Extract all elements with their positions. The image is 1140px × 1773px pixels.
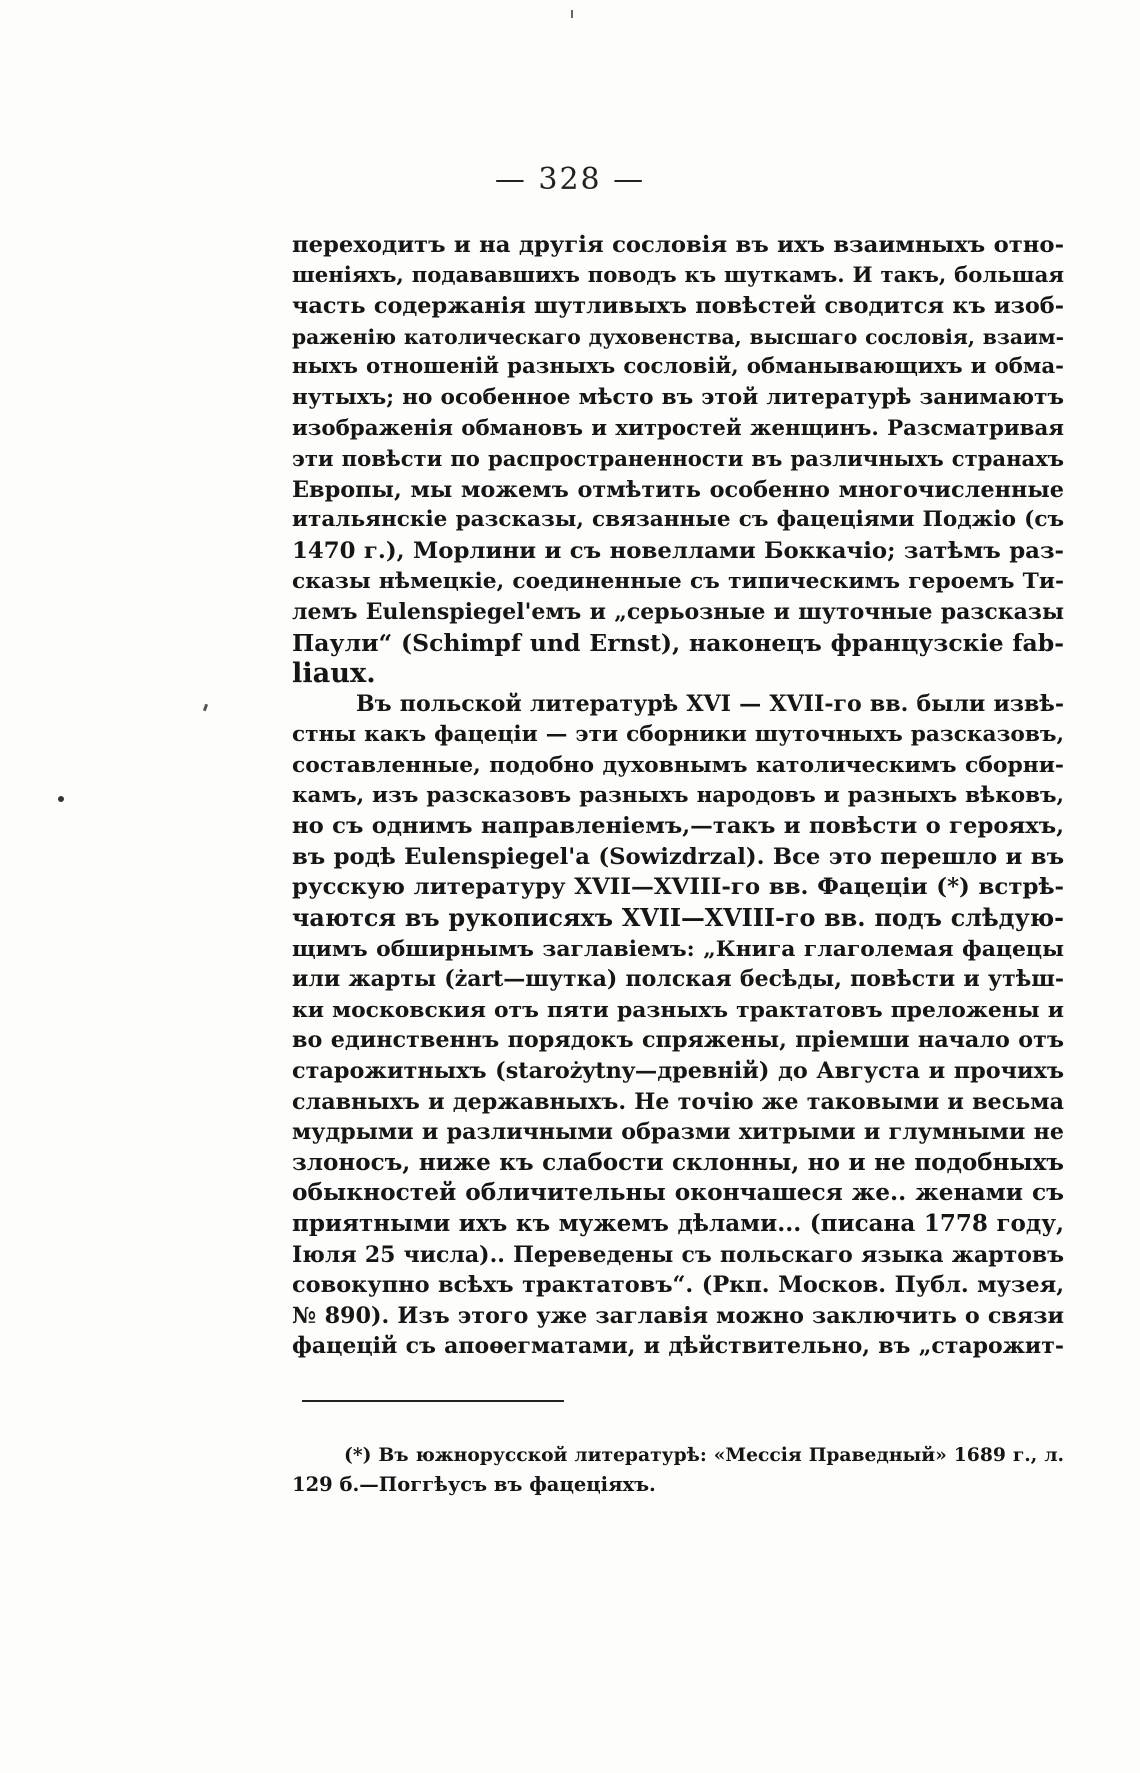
text-line: liaux. bbox=[292, 657, 376, 690]
text-line: 1470 г.), Морлини и съ новеллами Боккачіо; затѣмъ раз- bbox=[292, 537, 1064, 564]
text-line: стны какъ фацеціи — эти сборники шуточныхъ разсказовъ, bbox=[292, 721, 1064, 747]
text-line: камъ, изъ разсказовъ разныхъ народовъ и разныхъ вѣковъ, bbox=[292, 782, 1064, 808]
text-line: злоносъ, ниже къ слабости склонны, но и не подобныхъ bbox=[292, 1148, 1064, 1176]
text-line: эти повѣсти по распространенности въ различныхъ странахъ bbox=[292, 446, 1064, 472]
text-line: въ родѣ Eulenspiegel'a (Sowizdrzal). Все это перешло и въ bbox=[292, 843, 1064, 870]
text-line: Іюля 25 числа).. Переведены съ польскаго языка жартовъ bbox=[292, 1241, 1064, 1268]
text-line: мудрыми и различными образми хитрыми и глумными не bbox=[292, 1119, 1064, 1146]
text-line: ныхъ отношеній разныхъ сословій, обманывающихъ и обма- bbox=[292, 354, 1064, 380]
text-line: или жарты (żart—шутка) полская бесѣды, повѣсти и утѣш- bbox=[292, 966, 1064, 993]
text-line: шеніяхъ, подававшихъ поводъ къ шуткамъ. И такъ, большая bbox=[292, 262, 1064, 288]
text-line: часть содержанія шутливыхъ повѣстей сводится къ изоб- bbox=[292, 293, 1064, 320]
text-line: изображенія обмановъ и хитростей женщинъ. Разсматривая bbox=[292, 415, 1064, 441]
text-line: приятными ихъ къ мужемъ дѣлами... (писана 1778 году, bbox=[292, 1210, 1064, 1237]
text-line: совокупно всѣхъ трактатовъ“. (Ркп. Москов. Публ. музея, bbox=[292, 1272, 1064, 1299]
text-line: Европы, мы можемъ отмѣтить особенно многочисленные bbox=[292, 476, 1064, 503]
footnote-line: (*) Въ южнорусской литературѣ: «Мессія Праведный» 1689 г., л. bbox=[344, 1444, 1064, 1466]
text-line: сказы нѣмецкіе, соединенные съ типическимъ героемъ Ти- bbox=[292, 568, 1064, 594]
paragraph-2 bbox=[292, 689, 1064, 1362]
page-number: — 328 — bbox=[494, 162, 646, 197]
text-line: обыкностей обличительны окончашеся же.. женами съ bbox=[292, 1179, 1064, 1207]
text-line: славныхъ и державныхъ. Не точію же таковыми и весьма bbox=[292, 1088, 1064, 1115]
text-line: № 890). Изъ этого уже заглавія можно заключить о связи bbox=[292, 1302, 1064, 1329]
text-line: русскую литературу XVII—XVIII-го вв. Фацеціи (*) встрѣ- bbox=[292, 874, 1064, 901]
text-line: Въ польской литературѣ XVI — XVII-го вв. были извѣ- bbox=[356, 690, 1064, 717]
text-line: переходитъ и на другія сословія въ ихъ взаимныхъ отно- bbox=[292, 232, 1064, 258]
body-text bbox=[292, 230, 1064, 1362]
text-line: во единственнъ порядокъ спряжены, пріемши начало отъ bbox=[292, 1027, 1064, 1054]
text-line: но съ однимъ направленіемъ,—такъ и повѣсти о герояхъ, bbox=[292, 813, 1064, 840]
margin-dot bbox=[58, 796, 64, 802]
text-line: составленные, подобно духовнымъ католическимъ сборни- bbox=[292, 752, 1064, 779]
margin-mark bbox=[203, 704, 208, 712]
text-line: итальянскіе разсказы, связанные съ фацеціями Поджіо (съ bbox=[292, 507, 1064, 533]
paragraph-1 bbox=[292, 230, 1064, 689]
text-line: лемъ Eulenspiegel'емъ и „серьозные и шуточные разсказы bbox=[292, 599, 1064, 626]
text-line: ки московския отъ пяти разныхъ трактатовъ преложены и bbox=[292, 996, 1064, 1023]
text-line: фацецій съ апоѳегматами, и дѣйствительно, въ „старожит- bbox=[292, 1333, 1064, 1360]
text-line: нутыхъ; но особенное мѣсто въ этой литературѣ занимаютъ bbox=[292, 384, 1064, 410]
footnote-rule bbox=[302, 1400, 564, 1402]
text-line: Паули“ (Schimpf und Ernst), наконецъ французскіе fab- bbox=[292, 628, 1064, 657]
scan-mark bbox=[571, 10, 573, 18]
text-line: раженію католическаго духовенства, высшаго сословія, взаим- bbox=[292, 324, 1064, 349]
text-line: старожитныхъ (starożytny—древній) до Августа и прочихъ bbox=[292, 1058, 1064, 1085]
text-line: щимъ обширнымъ заглавіемъ: „Книга глаголемая фацецы bbox=[292, 935, 1064, 962]
footnote-line: 129 б.—Поггѣусъ въ фацеціяхъ. bbox=[292, 1473, 656, 1496]
footnote bbox=[292, 1440, 1064, 1500]
text-line: чаются въ рукописяхъ XVII—XVIII-го вв. подъ слѣдую- bbox=[292, 904, 1064, 933]
